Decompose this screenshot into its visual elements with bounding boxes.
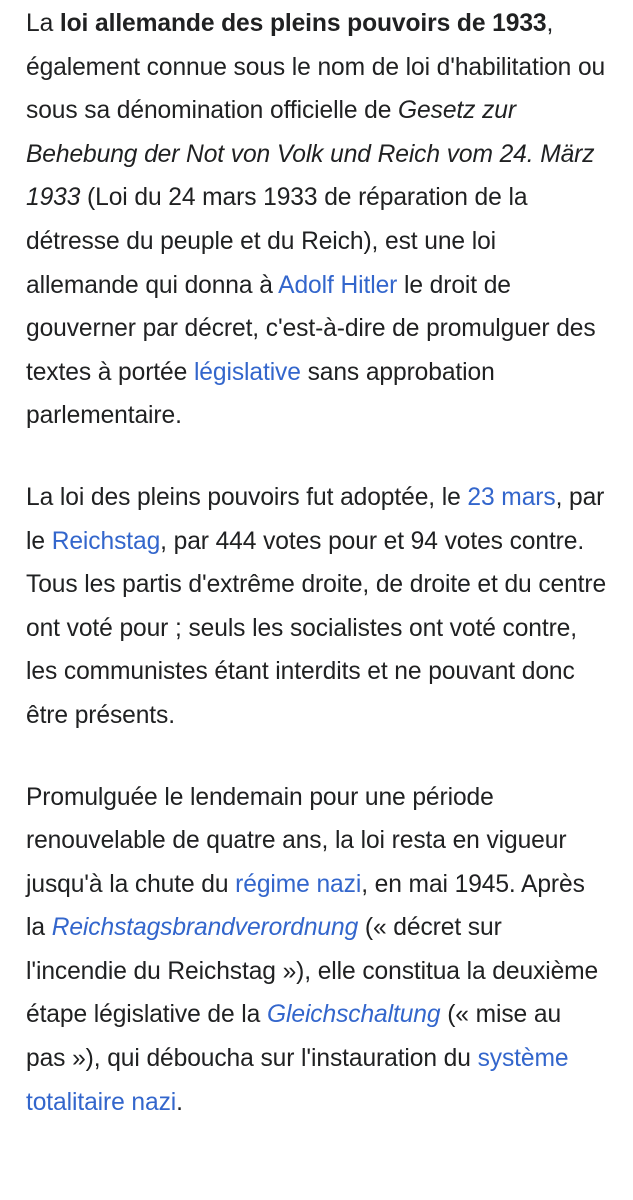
text: , en mai 1945. Après la: [26, 870, 585, 942]
text: (« mise au pas »), qui déboucha sur l'instauration du: [26, 1001, 562, 1073]
link-gleichschaltung[interactable]: Gleichschaltung: [266, 1001, 441, 1029]
paragraph-adoption: [26, 476, 607, 738]
link-legislative[interactable]: législative: [193, 358, 301, 386]
text: sans approbation parlementaire.: [26, 358, 495, 430]
link-reichstagsbrandverordnung[interactable]: Reichstagsbrandverordnung: [51, 914, 359, 942]
text: Promulguée le lendemain pour une période renouvelable de quatre ans, la loi resta en vigueur jusqu'à la chute du: [26, 783, 567, 898]
text: le droit de gouverner par décret, c'est-à-dire de promulguer des textes à portée: [26, 271, 596, 386]
text: .: [176, 1088, 183, 1116]
link-reichstag[interactable]: Reichstag: [51, 527, 161, 555]
text: La: [26, 10, 60, 37]
text: , par le: [26, 483, 605, 555]
text: , également connue sous le nom de loi d'habilitation ou sous sa dénomination officielle de: [26, 10, 606, 125]
text: (Loi du 24 mars 1933 de réparation de la détresse du peuple et du Reich), est une loi allemande qui donna à: [26, 184, 528, 299]
link-adolf-hitler[interactable]: Adolf Hitler: [278, 271, 398, 299]
link-regime-nazi[interactable]: régime nazi: [235, 870, 362, 898]
paragraph-promulgation: [26, 776, 607, 1125]
official-name-italic: Gesetz zur Behebung der Not von Volk und Reich vom 24. März 1933: [26, 97, 595, 212]
link-23-mars[interactable]: 23 mars: [467, 483, 556, 511]
text: , par 444 votes pour et 94 votes contre. Tous les partis d'extrême droite, de droite et du centre ont voté pour ; seuls les socialistes ont voté contre, les communistes étant interdits et ne pouvant donc être présents.: [26, 527, 607, 729]
article-title-bold: loi allemande des pleins pouvoirs de 1933: [59, 10, 547, 37]
text: (« décret sur l'incendie du Reichstag »), elle constitua la deuxième étape législative de la: [26, 914, 599, 1029]
link-systeme-totalitaire-nazi[interactable]: système totalitaire nazi: [26, 1045, 569, 1116]
text: La loi des pleins pouvoirs fut adoptée, le: [26, 483, 468, 511]
paragraph-intro: [26, 2, 607, 438]
